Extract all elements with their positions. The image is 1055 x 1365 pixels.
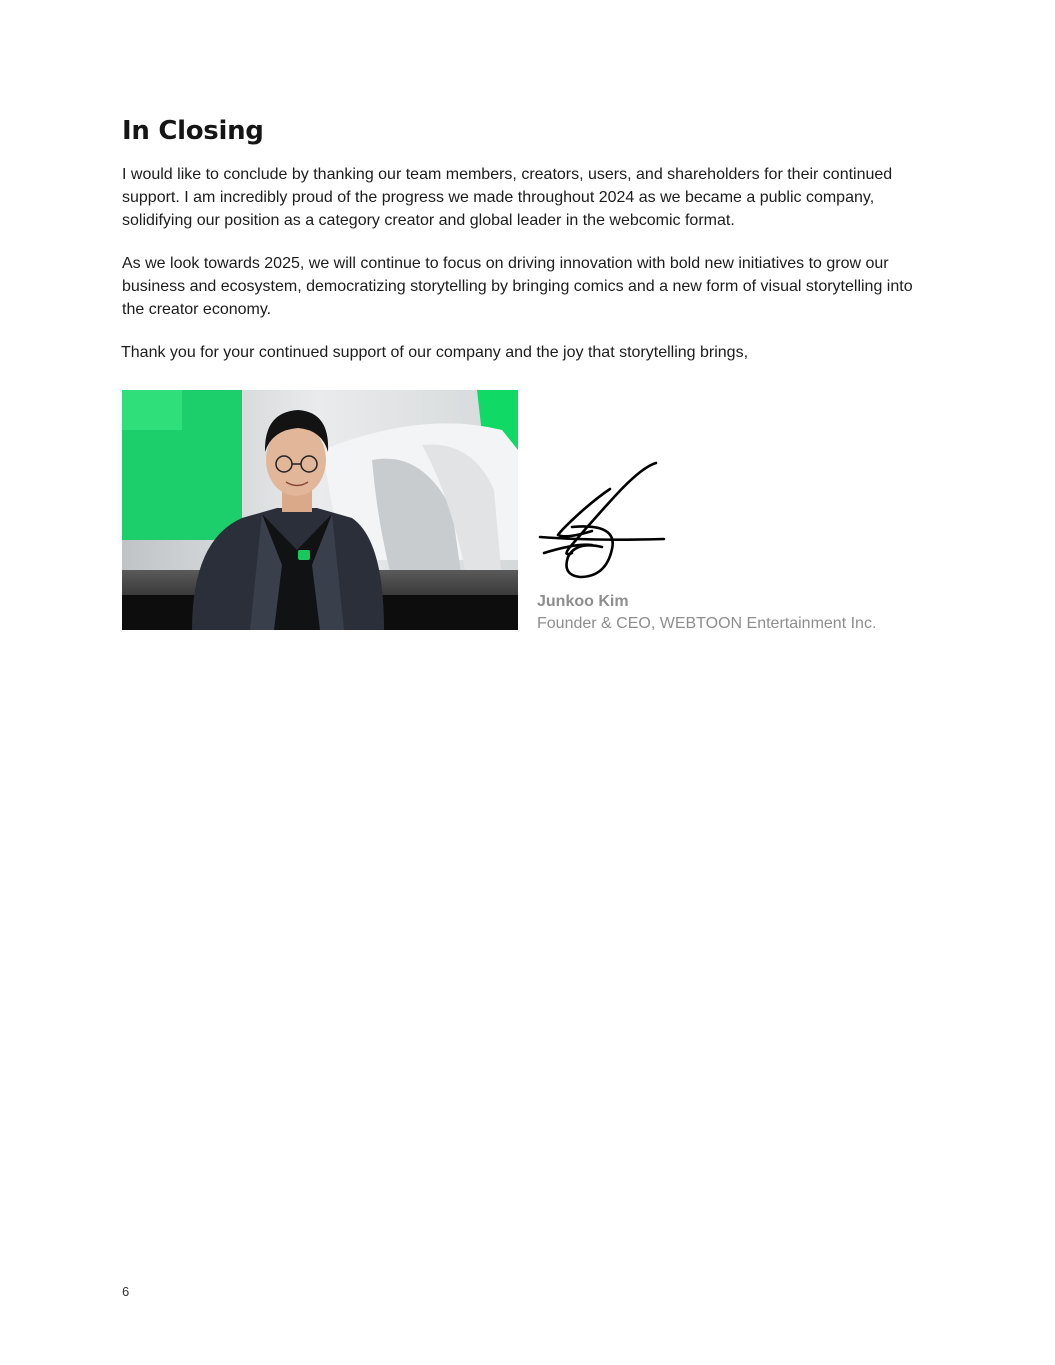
ceo-photo bbox=[122, 390, 518, 630]
closing-paragraph-2: As we look towards 2025, we will continue to focus on driving innovation with bold new initiatives to grow our business and ecosystem, democratizing storytelling by bringing comics and a new form of visual storytelling into the creator economy. bbox=[122, 255, 913, 318]
closing-paragraph-3: Thank you for your continued support of our company and the joy that storytelling brings, bbox=[121, 344, 749, 361]
section-heading: In Closing bbox=[122, 116, 264, 146]
signatory-name: Junkoo Kim bbox=[537, 593, 629, 610]
page-number: 6 bbox=[122, 1284, 130, 1299]
signatory-title: Founder & CEO, WEBTOON Entertainment Inc. bbox=[537, 615, 877, 632]
signature-image bbox=[532, 455, 672, 585]
closing-paragraph-1: I would like to conclude by thanking our team members, creators, users, and shareholders for their continued support. I am incredibly proud of the progress we made throughout 2024 as we became a public company, solidifying our position as a category creator and global leader in the webcomic format. bbox=[122, 166, 893, 229]
